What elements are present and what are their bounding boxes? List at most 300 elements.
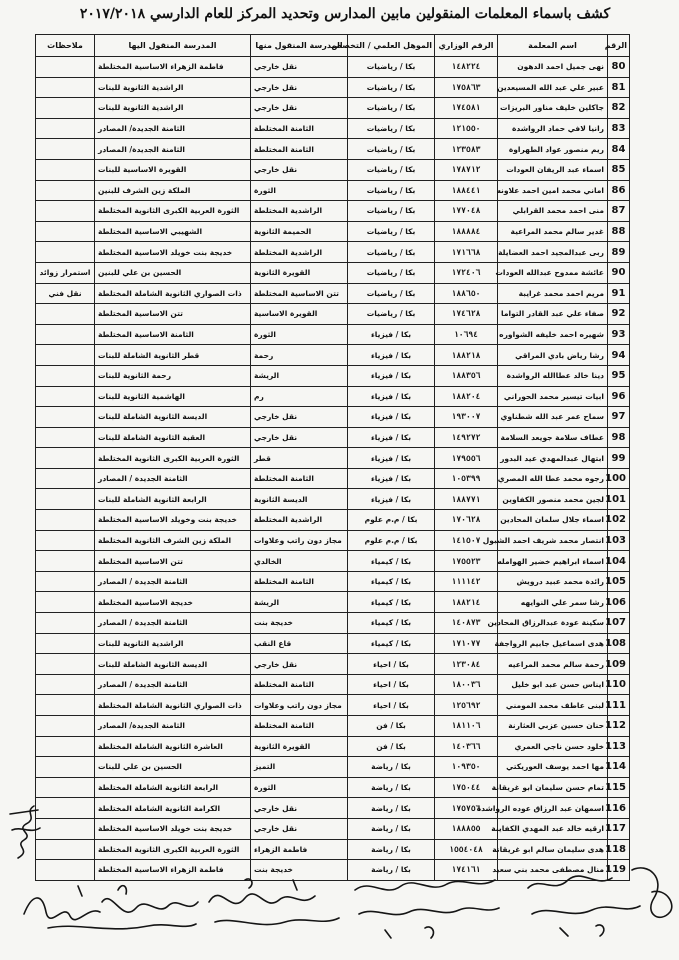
table-row bbox=[36, 736, 630, 757]
ministry-id-cell: ١٧٧٠٤٨ bbox=[435, 201, 498, 222]
row-number-cell: 105 bbox=[608, 571, 630, 592]
teacher-name-cell: غدير سالم محمد المراعية bbox=[498, 221, 608, 242]
row-number-cell: 109 bbox=[608, 654, 630, 675]
ministry-id-cell: ١٧٠٦٢٨ bbox=[435, 510, 498, 531]
from-school-cell: نقل خارجي bbox=[251, 818, 348, 839]
notes-cell bbox=[36, 221, 95, 242]
table-row bbox=[36, 262, 630, 283]
transfers-table bbox=[35, 34, 630, 881]
row-number-cell: 113 bbox=[608, 736, 630, 757]
to-school-cell: الثورة العربية الكبرى الثانوية المختلطة bbox=[95, 839, 251, 860]
ministry-id-cell: ١٧٨٧١٢ bbox=[435, 159, 498, 180]
notes-cell bbox=[36, 345, 95, 366]
table-row bbox=[36, 57, 630, 78]
table-header-row bbox=[36, 35, 630, 57]
qualification-cell: بكا / رياضة bbox=[348, 818, 435, 839]
teacher-name-cell: شهيره احمد خليفه الشواوره bbox=[498, 324, 608, 345]
row-number-cell: 104 bbox=[608, 551, 630, 572]
row-number-cell: 88 bbox=[608, 221, 630, 242]
row-number-cell: 96 bbox=[608, 386, 630, 407]
qualification-cell: بكا / فن bbox=[348, 736, 435, 757]
to-school-cell: الثامنة الجديدة / المصادر bbox=[95, 674, 251, 695]
from-school-cell: الثامنة المختلطة bbox=[251, 468, 348, 489]
table-row bbox=[36, 757, 630, 778]
notes-cell bbox=[36, 530, 95, 551]
row-number-cell: 106 bbox=[608, 592, 630, 613]
to-school-cell: الثامنة الاساسية المختلطة bbox=[95, 324, 251, 345]
table-row bbox=[36, 798, 630, 819]
from-school-cell: نقل خارجي bbox=[251, 798, 348, 819]
from-school-cell: الثامنة المختلطة bbox=[251, 571, 348, 592]
table-row bbox=[36, 571, 630, 592]
qualification-cell: بكا / رياضيات bbox=[348, 98, 435, 119]
ministry-id-cell: ١٩٣٠٠٧ bbox=[435, 407, 498, 428]
from-school-cell: مجاز دون راتب وعلاوات bbox=[251, 695, 348, 716]
teacher-name-cell: صفاء علي عبد القادر التواما bbox=[498, 304, 608, 325]
teacher-name-cell: تمام حسن سليمان ابو غريقانة bbox=[498, 777, 608, 798]
from-school-cell: خديجة بنت bbox=[251, 613, 348, 634]
ministry-id-cell: ١٨٨٢٠٤ bbox=[435, 386, 498, 407]
teacher-name-cell: ربى عبدالمجيد احمد العضايلة bbox=[498, 242, 608, 263]
from-school-cell: الراشدية المختلطة bbox=[251, 510, 348, 531]
notes-cell bbox=[36, 695, 95, 716]
row-number-cell: 98 bbox=[608, 427, 630, 448]
to-school-cell: الثامنة الجديدة / المصادر bbox=[95, 468, 251, 489]
row-number-cell: 84 bbox=[608, 139, 630, 160]
to-school-cell: الملكة زين الشرف للبنين bbox=[95, 180, 251, 201]
from-school-cell: رحمة bbox=[251, 345, 348, 366]
header-notes: ملاحظات bbox=[36, 35, 95, 57]
notes-cell bbox=[36, 839, 95, 860]
row-number-cell: 80 bbox=[608, 57, 630, 78]
row-number-cell: 101 bbox=[608, 489, 630, 510]
teacher-name-cell: عطاف سلامة جويعد السلامة bbox=[498, 427, 608, 448]
qualification-cell: بكا / فيزياء bbox=[348, 407, 435, 428]
qualification-cell: بكا / م.م علوم bbox=[348, 510, 435, 531]
from-school-cell: الديسة الثانوية bbox=[251, 489, 348, 510]
notes-cell bbox=[36, 139, 95, 160]
ministry-id-cell: ١٢٣٥٨٣ bbox=[435, 139, 498, 160]
to-school-cell: الملكة زين الشرف الثانوية المختلطة bbox=[95, 530, 251, 551]
qualification-cell: بكا / رياضيات bbox=[348, 221, 435, 242]
teacher-name-cell: اسماء جلال سلمان المحادين bbox=[498, 510, 608, 531]
qualification-cell: بكا / رياضة bbox=[348, 757, 435, 778]
row-number-cell: 112 bbox=[608, 716, 630, 737]
qualification-cell: بكا / رياضيات bbox=[348, 118, 435, 139]
to-school-cell: العقبة الثانوية الشاملة للبنات bbox=[95, 427, 251, 448]
from-school-cell: التميز bbox=[251, 757, 348, 778]
row-number-cell: 110 bbox=[608, 674, 630, 695]
row-number-cell: 100 bbox=[608, 468, 630, 489]
qualification-cell: بكا / كيمياء bbox=[348, 633, 435, 654]
notes-cell bbox=[36, 201, 95, 222]
row-number-cell: 115 bbox=[608, 777, 630, 798]
from-school-cell: الثامنة المختلطة bbox=[251, 716, 348, 737]
teacher-name-cell: رحمة سالم محمد المراعيه bbox=[498, 654, 608, 675]
qualification-cell: بكا / رياضة bbox=[348, 860, 435, 881]
ministry-id-cell: ١٨٨٢١٨ bbox=[435, 345, 498, 366]
table-row bbox=[36, 654, 630, 675]
qualification-cell: بكا / رياضيات bbox=[348, 77, 435, 98]
from-school-cell: القويرة الاساسية bbox=[251, 304, 348, 325]
row-number-cell: 93 bbox=[608, 324, 630, 345]
from-school-cell: الحميمة الثانوية bbox=[251, 221, 348, 242]
table-row bbox=[36, 345, 630, 366]
signature-bottom-left bbox=[18, 872, 203, 942]
row-number-cell: 119 bbox=[608, 860, 630, 881]
ministry-id-cell: ١٧١٦٦٨ bbox=[435, 242, 498, 263]
row-number-cell: 95 bbox=[608, 365, 630, 386]
teacher-name-cell: هدى اسماعيل جابيم الرواجفة bbox=[498, 633, 608, 654]
from-school-cell: تتن الاساسية المختلطة bbox=[251, 283, 348, 304]
table-row bbox=[36, 201, 630, 222]
from-school-cell: الثامنة المختلطة bbox=[251, 139, 348, 160]
to-school-cell: الرابعة الثانوية الشاملة المختلطة bbox=[95, 777, 251, 798]
ministry-id-cell: ١٤٠٣٦٦ bbox=[435, 736, 498, 757]
teacher-name-cell: ابتهال عبدالمهدي عيد البدور bbox=[498, 448, 608, 469]
notes-cell bbox=[36, 716, 95, 737]
from-school-cell: نقل خارجي bbox=[251, 159, 348, 180]
from-school-cell: الراشدية المختلطة bbox=[251, 242, 348, 263]
from-school-cell: الثامنة المختلطة bbox=[251, 674, 348, 695]
to-school-cell: رحمة الثانوية للبنات bbox=[95, 365, 251, 386]
table-row bbox=[36, 221, 630, 242]
to-school-cell: الثامنة الجديدة/ المصادر bbox=[95, 716, 251, 737]
header-id: الرقم الوزاري bbox=[435, 35, 498, 57]
from-school-cell: قطر bbox=[251, 448, 348, 469]
to-school-cell: الراشدية الثانوية للبنات bbox=[95, 77, 251, 98]
ministry-id-cell: ١٨٨٧٧١ bbox=[435, 489, 498, 510]
from-school-cell: فاطمة الزهراء bbox=[251, 839, 348, 860]
notes-cell bbox=[36, 654, 95, 675]
row-number-cell: 90 bbox=[608, 262, 630, 283]
table-row bbox=[36, 427, 630, 448]
to-school-cell: ذات الصواري الثانوية الشاملة المختلطة bbox=[95, 695, 251, 716]
from-school-cell: رم bbox=[251, 386, 348, 407]
qualification-cell: بكا / فيزياء bbox=[348, 365, 435, 386]
to-school-cell: خديجة الاساسية المختلطة bbox=[95, 592, 251, 613]
table-row bbox=[36, 633, 630, 654]
from-school-cell: نقل خارجي bbox=[251, 654, 348, 675]
qualification-cell: بكا / كيمياء bbox=[348, 613, 435, 634]
from-school-cell: القويرة الثانوية bbox=[251, 262, 348, 283]
qualification-cell: بكا / رياضيات bbox=[348, 139, 435, 160]
ministry-id-cell: ١٨٨٦٥٠ bbox=[435, 283, 498, 304]
teacher-name-cell: لجين محمد منصور الكفاوين bbox=[498, 489, 608, 510]
ministry-id-cell: ١٢٥٦٩٢ bbox=[435, 695, 498, 716]
row-number-cell: 89 bbox=[608, 242, 630, 263]
table-row bbox=[36, 77, 630, 98]
notes-cell bbox=[36, 159, 95, 180]
to-school-cell: الراشدية الثانوية للبنات bbox=[95, 98, 251, 119]
teacher-name-cell: لبنى عاطف محمد المومني bbox=[498, 695, 608, 716]
teacher-name-cell: مريم احمد محمد غرايبة bbox=[498, 283, 608, 304]
notes-cell bbox=[36, 180, 95, 201]
signature-bottom-middle bbox=[205, 872, 345, 942]
row-number-cell: 87 bbox=[608, 201, 630, 222]
from-school-cell: الثورة bbox=[251, 324, 348, 345]
table-row bbox=[36, 489, 630, 510]
from-school-cell: خديجة بنت bbox=[251, 860, 348, 881]
notes-cell bbox=[36, 489, 95, 510]
notes-cell bbox=[36, 592, 95, 613]
to-school-cell: الثامنة الجديدة/ المصادر bbox=[95, 139, 251, 160]
to-school-cell: الشهيبي الاساسية المختلطة bbox=[95, 221, 251, 242]
table-row bbox=[36, 118, 630, 139]
header-from-school: المدرسة المنقول منها bbox=[251, 35, 348, 57]
row-number-cell: 92 bbox=[608, 304, 630, 325]
qualification-cell: بكا / رياضة bbox=[348, 777, 435, 798]
to-school-cell: تتن الاساسية المختلطة bbox=[95, 304, 251, 325]
teacher-name-cell: ارقيه خالد عبد المهدي الكفاينة bbox=[498, 818, 608, 839]
qualification-cell: بكا / رياضيات bbox=[348, 57, 435, 78]
from-school-cell: الثورة bbox=[251, 180, 348, 201]
teacher-name-cell: اسماء عبد الريفان العودات bbox=[498, 159, 608, 180]
table-row bbox=[36, 530, 630, 551]
teacher-name-cell: خلود حسن ناجي العمري bbox=[498, 736, 608, 757]
row-number-cell: 82 bbox=[608, 98, 630, 119]
teacher-name-cell: دينا خالد عطاالله الرواشدة bbox=[498, 365, 608, 386]
ministry-id-cell: ١٨٨٨٨٤ bbox=[435, 221, 498, 242]
notes-cell bbox=[36, 427, 95, 448]
qualification-cell: بكا / م.م علوم bbox=[348, 530, 435, 551]
ministry-id-cell: ١٨٨٣٥٦ bbox=[435, 365, 498, 386]
teacher-name-cell: سماح عمر عبد الله شطناوي bbox=[498, 407, 608, 428]
row-number-cell: 91 bbox=[608, 283, 630, 304]
teacher-name-cell: مها احمد يوسف العوريكتي bbox=[498, 757, 608, 778]
notes-cell bbox=[36, 571, 95, 592]
notes-cell bbox=[36, 304, 95, 325]
row-number-cell: 97 bbox=[608, 407, 630, 428]
qualification-cell: بكا / فيزياء bbox=[348, 345, 435, 366]
qualification-cell: بكا / كيمياء bbox=[348, 592, 435, 613]
qualification-cell: بكا / فيزياء bbox=[348, 468, 435, 489]
to-school-cell: ذات الصواري الثانوية الشاملة المختلطة bbox=[95, 283, 251, 304]
table-row bbox=[36, 695, 630, 716]
to-school-cell: خديجة بنت خويلد الاساسية المختلطة bbox=[95, 242, 251, 263]
to-school-cell: الثورة العربية الكبرى الثانوية المختلطة bbox=[95, 201, 251, 222]
to-school-cell: خديجة بنت خويلد الاساسية المختلطة bbox=[95, 818, 251, 839]
qualification-cell: بكا / فيزياء bbox=[348, 386, 435, 407]
notes-cell bbox=[36, 386, 95, 407]
to-school-cell: الرابعة الثانوية الشاملة للبنات bbox=[95, 489, 251, 510]
to-school-cell: القويرة الاساسية للبنات bbox=[95, 159, 251, 180]
qualification-cell: بكا / كيمياء bbox=[348, 551, 435, 572]
ministry-id-cell: ١٠٩٣٥٠ bbox=[435, 757, 498, 778]
notes-cell bbox=[36, 860, 95, 881]
table-row bbox=[36, 242, 630, 263]
table-row bbox=[36, 839, 630, 860]
teacher-name-cell: ريم منصور عواد الطهراوة bbox=[498, 139, 608, 160]
teacher-name-cell: رجوه محمد عطا الله المصري bbox=[498, 468, 608, 489]
qualification-cell: بكا / فيزياء bbox=[348, 448, 435, 469]
notes-cell bbox=[36, 242, 95, 263]
notes-cell bbox=[36, 551, 95, 572]
table-row bbox=[36, 613, 630, 634]
teacher-name-cell: عبير علي عبد الله المسيعدين bbox=[498, 77, 608, 98]
row-number-cell: 116 bbox=[608, 798, 630, 819]
ministry-id-cell: ١٧٥٨٦٣ bbox=[435, 77, 498, 98]
ministry-id-cell: ١٨٠٠٣٦ bbox=[435, 674, 498, 695]
to-school-cell: الديسة الثانوية الشاملة للبنات bbox=[95, 407, 251, 428]
qualification-cell: بكا / رياضيات bbox=[348, 242, 435, 263]
notes-cell bbox=[36, 633, 95, 654]
qualification-cell: بكا / رياضيات bbox=[348, 304, 435, 325]
teacher-name-cell: سكينة عودة عبدالرزاق المحادين bbox=[498, 613, 608, 634]
to-school-cell: العاشرة الثانوية الشاملة المختلطة bbox=[95, 736, 251, 757]
table-row bbox=[36, 551, 630, 572]
teacher-name-cell: حنان حسين عزبي العثارنة bbox=[498, 716, 608, 737]
row-number-cell: 83 bbox=[608, 118, 630, 139]
header-name: اسم المعلمة bbox=[498, 35, 608, 57]
notes-cell bbox=[36, 777, 95, 798]
row-number-cell: 107 bbox=[608, 613, 630, 634]
ministry-id-cell: ١٨٨٢١٤ bbox=[435, 592, 498, 613]
ministry-id-cell: ١٧١٠٧٧ bbox=[435, 633, 498, 654]
to-school-cell: الكرامة الثانوية الشاملة المختلطة bbox=[95, 798, 251, 819]
from-school-cell: الخالدي bbox=[251, 551, 348, 572]
row-number-cell: 111 bbox=[608, 695, 630, 716]
teacher-name-cell: جاكلين خليف مناور البريزات bbox=[498, 98, 608, 119]
table-row bbox=[36, 304, 630, 325]
ministry-id-cell: ١٧٤٦٢٨ bbox=[435, 304, 498, 325]
ministry-id-cell: ١٤٨٢٢٤ bbox=[435, 57, 498, 78]
qualification-cell: بكا / رياضيات bbox=[348, 201, 435, 222]
qualification-cell: بكا / رياضيات bbox=[348, 262, 435, 283]
from-school-cell: نقل خارجي bbox=[251, 407, 348, 428]
table-row bbox=[36, 159, 630, 180]
table-row bbox=[36, 139, 630, 160]
teacher-name-cell: منى احمد محمد القرابلي bbox=[498, 201, 608, 222]
header-num: الرقم bbox=[608, 35, 630, 57]
ministry-id-cell: ١٤٩٢٧٢ bbox=[435, 427, 498, 448]
qualification-cell: بكا / رياضيات bbox=[348, 159, 435, 180]
table-row bbox=[36, 818, 630, 839]
table-row bbox=[36, 860, 630, 881]
teacher-name-cell: ابيات تيسير محمد الحوراني bbox=[498, 386, 608, 407]
ministry-id-cell: ١٧٢٤٠٦ bbox=[435, 262, 498, 283]
qualification-cell: بكا / فيزياء bbox=[348, 489, 435, 510]
table-row bbox=[36, 407, 630, 428]
to-school-cell: الثامنة الجديدة / المصادر bbox=[95, 571, 251, 592]
row-number-cell: 85 bbox=[608, 159, 630, 180]
notes-cell bbox=[36, 448, 95, 469]
table-row bbox=[36, 510, 630, 531]
ministry-id-cell: ١٧٥٧٥٦ bbox=[435, 798, 498, 819]
qualification-cell: بكا / فيزياء bbox=[348, 324, 435, 345]
ministry-id-cell: ١٧٥٠٤٤ bbox=[435, 777, 498, 798]
table-row bbox=[36, 180, 630, 201]
row-number-cell: 81 bbox=[608, 77, 630, 98]
to-school-cell: الثامنة الجديدة / المصادر bbox=[95, 613, 251, 634]
header-to-school: المدرسة المنقول اليها bbox=[95, 35, 251, 57]
qualification-cell: بكا / فيزياء bbox=[348, 427, 435, 448]
row-number-cell: 114 bbox=[608, 757, 630, 778]
table-row bbox=[36, 716, 630, 737]
ministry-id-cell: ١٥٥٤٠٤٨ bbox=[435, 839, 498, 860]
to-school-cell: الثامنة الجديدة/ المصادر bbox=[95, 118, 251, 139]
from-school-cell: نقل خارجي bbox=[251, 427, 348, 448]
notes-cell bbox=[36, 798, 95, 819]
table-row bbox=[36, 386, 630, 407]
qualification-cell: بكا / رياضيات bbox=[348, 180, 435, 201]
to-school-cell: الراشدية الثانوية للبنات bbox=[95, 633, 251, 654]
notes-cell bbox=[36, 674, 95, 695]
notes-cell bbox=[36, 98, 95, 119]
row-number-cell: 102 bbox=[608, 510, 630, 531]
notes-cell bbox=[36, 468, 95, 489]
row-number-cell: 99 bbox=[608, 448, 630, 469]
ministry-id-cell: ١٢١٥٥٠ bbox=[435, 118, 498, 139]
from-school-cell: نقل خارجي bbox=[251, 77, 348, 98]
notes-cell bbox=[36, 324, 95, 345]
notes-cell bbox=[36, 510, 95, 531]
to-school-cell: تتن الاساسية المختلطة bbox=[95, 551, 251, 572]
ministry-id-cell: ١٠٦٩٤ bbox=[435, 324, 498, 345]
row-number-cell: 86 bbox=[608, 180, 630, 201]
row-number-cell: 103 bbox=[608, 530, 630, 551]
to-school-cell: خديجة بنت وخويلد الاساسية المختلطة bbox=[95, 510, 251, 531]
notes-cell: استمرار زوائد bbox=[36, 262, 95, 283]
ministry-id-cell: ١٧٥٥٢٣ bbox=[435, 551, 498, 572]
from-school-cell: مجاز دون راتب وعلاوات bbox=[251, 530, 348, 551]
from-school-cell: نقل خارجي bbox=[251, 98, 348, 119]
notes-cell bbox=[36, 365, 95, 386]
teacher-name-cell: رشا رياض بادي المراقي bbox=[498, 345, 608, 366]
table-row bbox=[36, 674, 630, 695]
from-school-cell: الريشة bbox=[251, 592, 348, 613]
ministry-id-cell: ١٨٨٨٥٥ bbox=[435, 818, 498, 839]
qualification-cell: بكا / رياضة bbox=[348, 839, 435, 860]
teacher-name-cell: عائشة ممدوح عبدالله العودات bbox=[498, 262, 608, 283]
qualification-cell: بكا / رياضيات bbox=[348, 283, 435, 304]
ministry-id-cell: ١٨٨٤٤١ bbox=[435, 180, 498, 201]
teacher-name-cell: اسماء ابراهيم خضير الهوامله bbox=[498, 551, 608, 572]
from-school-cell: الريشة bbox=[251, 365, 348, 386]
table-row bbox=[36, 468, 630, 489]
table-row bbox=[36, 777, 630, 798]
teacher-name-cell: رانيا لافي حماد الرواشدة bbox=[498, 118, 608, 139]
qualification-cell: بكا / احياء bbox=[348, 695, 435, 716]
from-school-cell: القويرة الثانوية bbox=[251, 736, 348, 757]
row-number-cell: 118 bbox=[608, 839, 630, 860]
notes-cell bbox=[36, 57, 95, 78]
to-school-cell: الديسة الثانوية الشاملة للبنات bbox=[95, 654, 251, 675]
to-school-cell: الحسين بن علي للبنين bbox=[95, 262, 251, 283]
qualification-cell: بكا / كيمياء bbox=[348, 571, 435, 592]
teacher-name-cell: نهى جميل احمد الدهون bbox=[498, 57, 608, 78]
teacher-name-cell: ايناس حسن عبد ابو خليل bbox=[498, 674, 608, 695]
table-body bbox=[36, 57, 630, 881]
from-school-cell: الراشدية المختلطة bbox=[251, 201, 348, 222]
notes-cell bbox=[36, 613, 95, 634]
notes-cell bbox=[36, 757, 95, 778]
row-number-cell: 117 bbox=[608, 818, 630, 839]
to-school-cell: الحسين بن علي للبنات bbox=[95, 757, 251, 778]
qualification-cell: بكا / احياء bbox=[348, 654, 435, 675]
ministry-id-cell: ١٧٩٥٥٦ bbox=[435, 448, 498, 469]
from-school-cell: قاع النقب bbox=[251, 633, 348, 654]
teacher-name-cell: اماني محمد امين احمد علاونه bbox=[498, 180, 608, 201]
table-row bbox=[36, 98, 630, 119]
row-number-cell: 108 bbox=[608, 633, 630, 654]
to-school-cell: الهاشمية الثانوية للبنات bbox=[95, 386, 251, 407]
table-row bbox=[36, 324, 630, 345]
ministry-id-cell: ١١١١٤٢ bbox=[435, 571, 498, 592]
qualification-cell: بكا / احياء bbox=[348, 674, 435, 695]
ministry-id-cell: ١٠٥٣٩٩ bbox=[435, 468, 498, 489]
to-school-cell: قطر الثانوية الشاملة للبنات bbox=[95, 345, 251, 366]
